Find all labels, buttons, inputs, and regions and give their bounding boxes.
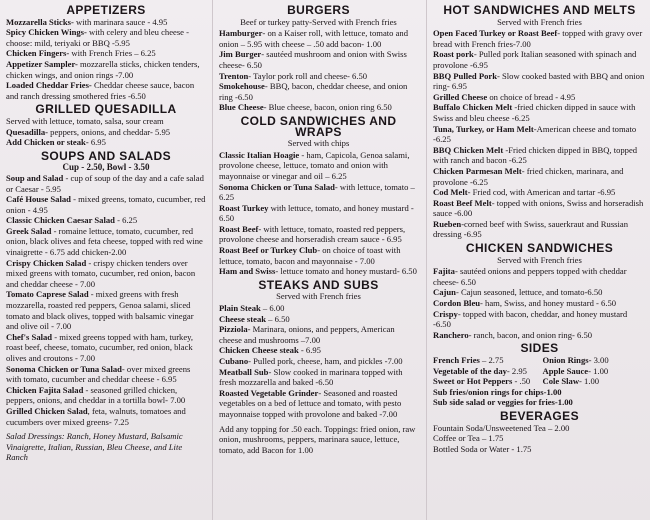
- menu-item-name: Loaded Cheddar Fries-: [6, 80, 92, 91]
- menu-item: [433, 49, 646, 70]
- menu-item-name: Cajun: [433, 287, 456, 298]
- section-subtitle: Served with chips: [287, 138, 350, 149]
- menu-item-name: Roasted Vegetable Grinder: [219, 387, 319, 398]
- menu-item: [433, 387, 646, 398]
- section-hot: [433, 5, 646, 240]
- menu-item: [219, 356, 418, 367]
- section-quesadilla: [6, 104, 206, 147]
- menu-item-description: peppers, onions, and cheddar- 5.95: [48, 126, 171, 137]
- soup-cup-bowl-prices: Cup - 2.50, Bowl - 3.50: [62, 162, 150, 173]
- menu-item: [433, 198, 646, 219]
- menu-item-description: - 2.95: [506, 365, 527, 376]
- menu-item: [433, 355, 537, 366]
- menu-item-name: Greek Salad: [6, 225, 52, 236]
- section-steaks: [219, 277, 418, 456]
- menu-item-description: -1.00: [543, 386, 562, 397]
- menu-item-description: - romaine lettuce, tomato, cucumber, red onion, black olives and feta cheese, topped with red wine vinaigrette - 6.75 add chicken-2.00: [6, 225, 203, 258]
- menu-item: [219, 266, 418, 277]
- menu-item: [219, 303, 418, 314]
- menu-item-name: Roast Beef: [219, 223, 259, 234]
- menu-item: [433, 366, 537, 377]
- menu-item-name: Classic Chicken Caesar Salad: [6, 215, 115, 226]
- menu-item: [433, 397, 646, 408]
- menu-column-right: [426, 0, 650, 520]
- menu-item-description: - Pulled pork Italian seasoned with spinach and provolone -6.95: [433, 49, 637, 70]
- menu-item: [219, 367, 418, 388]
- menu-item-name: Grilled Cheese: [433, 91, 488, 102]
- menu-item: [433, 287, 646, 298]
- menu-item-name: Chicken Parmesan Melt: [433, 165, 522, 176]
- menu-item-description: with lettuce, tomato, and honey mustard - 6.50: [219, 202, 414, 224]
- menu-item-description: - topped with gravy over bread with French fries-7.00: [433, 28, 643, 49]
- menu-item-description: Coffee or Tea – 1.75: [433, 433, 504, 444]
- section-title: SOUPS AND SALADS: [41, 148, 171, 163]
- menu-item-description: - ranch, bacon, and onion ring- 6.50: [468, 329, 593, 340]
- menu-item-description: -corned beef with Swiss, sauerkraut and Russian dressing -6.95: [433, 218, 629, 240]
- menu-item-name: Open Faced Turkey or Roast Beef: [433, 28, 558, 39]
- menu-item: [6, 226, 206, 258]
- menu-item: [433, 266, 646, 287]
- menu-item-name: Roast pork: [433, 49, 474, 60]
- menu-item-description: -Fried chicken dipped in BBQ, topped with ranch and bacon -6.25: [433, 144, 638, 166]
- menu-item-name: Ranchero: [433, 329, 469, 340]
- section-burgers: [219, 5, 418, 113]
- menu-item-description: - Fried cod, with American and tartar -6.95: [467, 187, 616, 198]
- menu-item: [6, 17, 206, 28]
- menu-item-description: - mixed greens, tomato, cucumber, red onion - 4.95: [6, 194, 206, 215]
- menu-item: [219, 49, 418, 70]
- menu-item: [6, 173, 206, 194]
- menu-item-description: 6.95: [88, 137, 106, 148]
- menu-item-description: - lettuce tomato and honey mustard- 6.50: [275, 266, 417, 277]
- menu-item-description: with marinara sauce - 4.95: [73, 16, 168, 27]
- menu-item-description: - BBQ, bacon, cheddar cheese, and onion ring -6.50: [219, 81, 408, 102]
- section-title: COLD SANDWICHES AND WRAPS: [240, 113, 397, 139]
- menu-item-description: - 1.00: [579, 376, 600, 387]
- section-subtitle: Served with French fries: [497, 254, 582, 265]
- menu-item: [433, 330, 646, 341]
- menu-item: [6, 289, 206, 331]
- toppings-note: Add any topping for .50 each. Toppings: fried onion, raw onion, mushrooms, peppers, marinara sauce, lettuce, tomato, add Bacon for 1.00: [219, 423, 416, 455]
- menu-item-name: Sub side salad or veggies for fries: [433, 397, 555, 408]
- menu-item-name: Roast Beef Melt: [433, 197, 492, 208]
- menu-column-left: [0, 0, 210, 520]
- menu-item-description: - crispy chicken tenders over mixed greens with tomato, cucumber, red onion, bacon and cheddar cheese - 7.00: [6, 257, 196, 289]
- salad-dressings: Salad Dressings: Ranch, Honey Mustard, Balsamic Vinaigrette, Italian, Russian, Bleu Cheese, and Lite Ranch: [6, 431, 183, 463]
- menu-item-description: - 6.95: [298, 345, 321, 356]
- menu-item: [433, 433, 646, 444]
- menu-item-description: -1.00: [554, 397, 573, 408]
- menu-item-name: Plain Steak: [219, 303, 261, 314]
- menu-item-description: - topped with onions, Swiss and horseradish sauce -6.00: [433, 197, 644, 219]
- sides-grid: [433, 355, 646, 387]
- menu-item-name: Spicy Chicken Wings-: [6, 27, 87, 38]
- section-chicken: [433, 243, 646, 340]
- menu-item-description: - on a Kaiser roll, with lettuce, tomato and onion – 5.95 with cheese – .50 add bacon- 1.00: [219, 28, 409, 49]
- menu-item: [6, 59, 206, 80]
- menu-item-name: Chicken Fingers-: [6, 48, 70, 59]
- menu-item-description: – 6.50: [266, 313, 290, 324]
- section-title: GRILLED QUESADILLA: [35, 102, 177, 117]
- section-title: BURGERS: [287, 3, 350, 17]
- menu-item-description: - Blue cheese, bacon, onion ring 6.50: [263, 102, 392, 113]
- menu-item-description: - ham, Swiss, and honey mustard - 6.50: [480, 298, 617, 309]
- menu-item-name: Chicken Fajita Salad: [6, 384, 84, 395]
- menu-item: [6, 406, 206, 427]
- menu-item-name: Tomato Caprese Salad: [6, 289, 89, 300]
- menu-item-description: - on choice of toast with lettuce, tomato, bacon and mayonnaise - 7.00: [219, 245, 401, 266]
- menu-item: [433, 376, 537, 387]
- menu-item: [433, 298, 646, 309]
- menu-item-name: Sonoma Chicken or Tuna Salad: [219, 181, 335, 192]
- menu-item: [433, 124, 646, 145]
- menu-item: [433, 28, 646, 49]
- menu-item: [433, 92, 646, 103]
- section-cold: [219, 113, 418, 277]
- menu-item-description: - topped with bacon, cheddar, and honey mustard -6.50: [433, 308, 628, 330]
- menu-item: [6, 27, 206, 48]
- menu-item-description: -fried chicken dipped in sauce with Swiss and bleu cheese -6.25: [433, 102, 636, 123]
- menu-item-description: Bottled Soda or Water - 1.75: [433, 443, 532, 454]
- menu-item-description: - Taylor pork roll and cheese- 6.50: [248, 70, 368, 81]
- menu-item: [219, 388, 418, 420]
- menu-item-description: , feta, walnuts, tomatoes and cucumbers over mixed greens- 7.25: [6, 405, 186, 427]
- section-title: HOT SANDWICHES AND MELTS: [443, 3, 636, 17]
- menu-item-name: Sub fries/onion rings for chips: [433, 386, 544, 397]
- menu-item-name: BBQ Pulled Pork: [433, 70, 497, 81]
- menu-item-name: Apple Sauce: [542, 365, 589, 376]
- menu-item-name: Sonoma Chicken or Tuna Salad: [6, 363, 122, 374]
- menu-item-name: BBQ Chicken Melt: [433, 144, 504, 155]
- menu-item-name: Sweet or Hot Peppers: [433, 376, 513, 387]
- menu-item-description: - Marinara, onions, and peppers, American cheese and mushrooms –7.00: [219, 324, 395, 345]
- menu-item-name: Fajita: [433, 266, 455, 277]
- menu-item-name: Roast Beef or Turkey Club: [219, 245, 318, 256]
- menu-item: [219, 314, 418, 325]
- menu-item: [433, 444, 646, 455]
- menu-item-description: - mixed greens topped with ham, turkey, roast beef, cheese, tomato, cucumber, red onion, black olives and croutons - 7.00: [6, 331, 194, 363]
- menu-item: [219, 324, 418, 345]
- menu-item-name: Trenton: [219, 70, 249, 81]
- menu-item: [6, 127, 206, 138]
- menu-item-description: - fried chicken, marinara, and provolone -6.25: [433, 165, 624, 187]
- menu-item: [433, 145, 646, 166]
- menu-item-name: Tuna, Turkey, or Ham Melt: [433, 123, 534, 134]
- menu-item-name: Jim Burger: [219, 49, 262, 60]
- menu-item-description: - .50: [512, 376, 531, 387]
- menu-item: [433, 309, 646, 330]
- menu-item: [6, 80, 206, 101]
- menu-item-name: Cole Slaw: [542, 376, 580, 387]
- section-title: APPETIZERS: [66, 3, 146, 17]
- menu-item: [433, 166, 646, 187]
- menu-item-description: - sautéed onions and peppers topped with cheddar cheese- 6.50: [433, 266, 627, 287]
- menu-item-name: Vegetable of the day: [433, 365, 507, 376]
- menu-item-name: Grilled Chicken Salad: [6, 405, 88, 416]
- section-title: STEAKS AND SUBS: [258, 277, 379, 292]
- menu-item: [543, 376, 647, 387]
- menu-item: [6, 194, 206, 215]
- menu-item: [433, 219, 646, 240]
- menu-item-name: Mozzarella Sticks-: [6, 16, 74, 27]
- menu-item: [6, 116, 206, 127]
- menu-item-description: - 1.00: [588, 365, 609, 376]
- menu-item-description: - over mixed greens with tomato, cucumber and cheddar cheese - 6.95: [6, 363, 191, 385]
- section-beverages: [433, 408, 646, 454]
- menu-item-name: French Fries: [433, 355, 480, 365]
- menu-item: [219, 28, 418, 49]
- menu-item-name: Chef's Salad: [6, 331, 53, 342]
- menu-item-name: Crispy Chicken Salad: [6, 257, 87, 268]
- menu-item-name: Smokehouse: [219, 81, 265, 92]
- menu-column-middle: [212, 0, 422, 520]
- menu-item-name: Quesadilla-: [6, 126, 49, 137]
- menu-item: [6, 137, 206, 148]
- menu-item-name: Meatball Sub: [219, 366, 269, 377]
- menu-item: [6, 385, 206, 406]
- menu-item-name: Roast Turkey: [219, 202, 269, 213]
- menu-item-description: - Slow cooked basted with BBQ and onion ring- 6.95: [433, 70, 645, 92]
- menu-item-description: on choice of bread - 4.95: [487, 91, 576, 102]
- menu-item-description: - Seasoned and roasted vegetables on a bed of lettuce and tomato, with pesto mayonnaise topped with provolone and baked -7.00: [219, 387, 402, 419]
- menu-item-description: - Pulled pork, cheese, ham, and pickles -7.00: [248, 356, 403, 366]
- section-subtitle: Beef or turkey patty-Served with French fries: [240, 16, 397, 27]
- menu-item: [6, 48, 206, 59]
- menu-item-description: – 2.75: [479, 355, 504, 365]
- menu-item: [543, 355, 647, 366]
- menu-item-name: Cordon Bleu: [433, 298, 481, 309]
- menu-item-name: Appetizer Sampler-: [6, 58, 78, 69]
- menu-item: [6, 215, 206, 226]
- menu-item-description: with celery and bleu cheese - choose: mild, teriyaki or BBQ -5.95: [6, 27, 189, 48]
- menu-item: [219, 150, 418, 182]
- menu-item: [219, 182, 418, 203]
- menu-item: [433, 71, 646, 92]
- section-soups: [6, 148, 206, 463]
- menu-item-name: Café House Salad: [6, 194, 71, 205]
- section-subtitle: Served with French fries: [276, 291, 361, 302]
- menu-item-name: Cod Melt: [433, 187, 468, 198]
- menu-item-name: Rueben: [433, 218, 462, 229]
- menu-item: [433, 187, 646, 198]
- menu-item: [543, 366, 647, 377]
- menu-item: [219, 245, 418, 266]
- menu-item: [433, 423, 646, 434]
- section-appetizers: [6, 5, 206, 101]
- menu-item-name: Classic Italian Hoagie: [219, 149, 300, 160]
- menu-item: [219, 102, 418, 113]
- menu-item-description: - mixed greens with fresh mozzarella, roasted red peppers, Genoa salami, sliced tomato and black olives, topped with balsamic vinegar and olive oil - 7.00: [6, 289, 194, 332]
- menu-item-description: – 6.00: [260, 303, 285, 314]
- menu-item-description: with French Fries – 6.25: [69, 48, 156, 59]
- menu-item: [219, 71, 418, 82]
- menu-item-name: Hamburger: [219, 28, 263, 39]
- section-sides: [433, 343, 646, 408]
- menu-item-name: Buffalo Chicken Melt: [433, 102, 513, 113]
- menu-item-description: - Cajun seasoned, lettuce, and tomato-6.50: [455, 287, 603, 298]
- menu-item: [433, 102, 646, 123]
- menu-item: [219, 224, 418, 245]
- menu-item-description: mozzarella sticks, chicken tenders, chicken wings, and onion rings -7.00: [6, 58, 200, 80]
- menu-item-name: Cubano: [219, 356, 249, 366]
- section-subtitle: Served with French fries: [497, 16, 582, 27]
- menu-item-description: - with lettuce, tomato – 6.25: [219, 181, 415, 203]
- menu-item-description: - 6.25: [114, 215, 138, 226]
- menu-item: [6, 258, 206, 290]
- menu-item-description: - sautéed mushroom and onion with Swiss cheese- 6.50: [219, 49, 407, 70]
- menu-item: [6, 332, 206, 364]
- menu-item-name: Blue Cheese: [219, 102, 264, 113]
- menu-item-name: Ham and Swiss: [219, 266, 276, 277]
- section-title: SIDES: [520, 341, 559, 356]
- menu-item-description: - cup of soup of the day and a cafe salad or Caesar - 5.95: [6, 172, 204, 194]
- menu-item: [219, 81, 418, 102]
- section-title: CHICKEN SANDWICHES: [465, 241, 614, 256]
- menu-item-name: Cheese steak: [219, 313, 267, 324]
- menu-item-description: - 3.00: [588, 355, 609, 365]
- menu-item-name: Onion Rings: [542, 355, 589, 365]
- menu-item-description: - Slow cooked in marinara topped with fresh mozzarella and baked -6.50: [219, 366, 403, 388]
- menu-item-name: Soup and Salad: [6, 172, 64, 183]
- menu-item-description: Fountain Soda/Unsweetened Tea – 2.00: [433, 422, 570, 433]
- menu-item-description: - seasoned grilled chicken, peppers, onions, and cheddar in a tortilla bowl- 7.00: [6, 384, 186, 406]
- section-title: BEVERAGES: [500, 408, 579, 423]
- menu-item-description: - ham, Capicola, Genoa salami, provolone cheese, lettuce, tomato and onion with mayonnaise or vinegar and oil – 6.25: [219, 149, 410, 181]
- menu-item: [219, 345, 418, 356]
- menu-item-description: Cheddar cheese sauce, bacon and ranch dressing smothered fries -6.50: [6, 80, 195, 101]
- menu-item-name: Add Chicken or steak-: [6, 137, 89, 148]
- menu-item-name: Chicken Cheese steak: [219, 345, 299, 356]
- menu-item-description: -American cheese and tomato -6.25: [433, 123, 637, 145]
- menu-item: [219, 203, 418, 224]
- menu-item-description: - with lettuce, tomato, roasted red peppers, provolone cheese and horseradish cream sauce - 6.95: [219, 223, 406, 245]
- menu-item-name: Crispy: [433, 308, 458, 319]
- menu-item-description: Served with lettuce, tomato, salsa, sour cream: [6, 115, 164, 126]
- menu-item: [6, 364, 206, 385]
- menu-item-name: Pizziola: [219, 324, 248, 335]
